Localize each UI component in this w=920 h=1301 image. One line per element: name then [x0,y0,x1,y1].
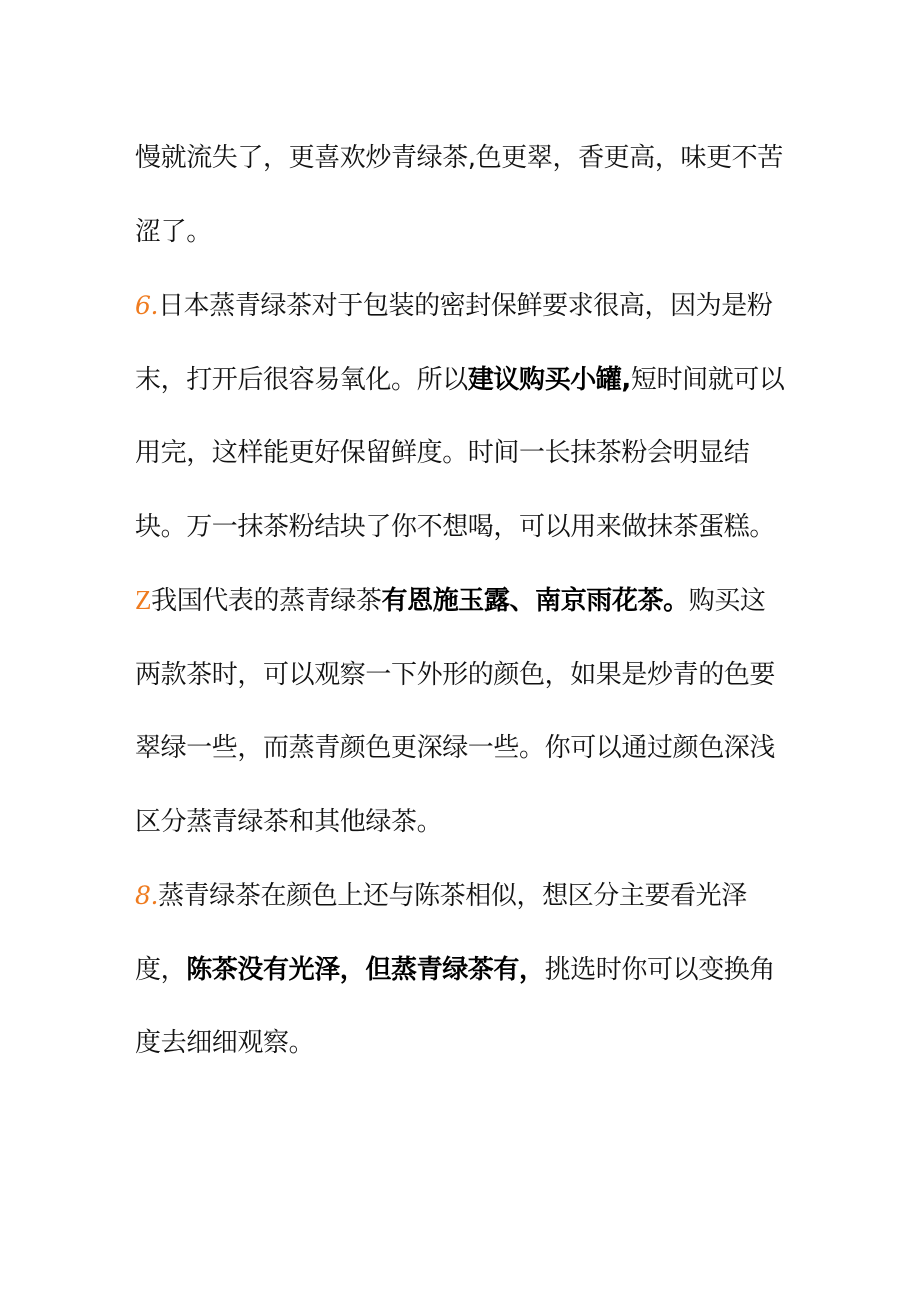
paragraph-item-7 [135,564,785,859]
paragraph-text: 慢就流失了，更喜欢炒青绿茶,色更翠，香更高，味更不苦涩了。 [135,143,783,247]
paragraph-text: 我国代表的蒸青绿茶 [151,586,382,616]
paragraph-continuation [135,122,785,269]
paragraph-text: 购买这两款茶时，可以观察一下外形的颜色，如果是炒青的色要翠绿一些，而蒸青颜色更深绿一些。你可以通过颜色深浅区分蒸青绿茶和其他绿茶。 [135,586,776,837]
paragraph-item-8 [135,859,785,1081]
paragraph-item-6 [135,269,785,564]
paragraph-text: 蒸青绿茶在颜色上还与陈茶相似，想区分主要看光泽度， [135,881,747,985]
paragraph-text: 日本蒸青绿茶对于包装的密封保鲜要求很高，因为是粉末，打开后很容易氧化。所以 [135,291,773,395]
item-number: 6. [135,291,159,320]
item-number: 8. [135,881,159,910]
item-number: Z [135,585,152,615]
document-body [135,122,785,1081]
bold-emphasis: 有恩施玉露、南京雨花茶。 [381,586,689,616]
bold-emphasis: 陈茶没有光泽，但蒸青绿茶有， [186,954,545,985]
paragraph-text: 挑选时你可以变换角度去细细观察。 [135,954,776,1058]
bold-emphasis: 建议购买小罐, [467,364,631,395]
paragraph-text: 短时间就可以用完，这样能更好保留鲜度。时间一长抹茶粉会明显结块。万一抹茶粉结块了你不想喝，可以用来做抹茶蛋糕。 [135,364,785,542]
